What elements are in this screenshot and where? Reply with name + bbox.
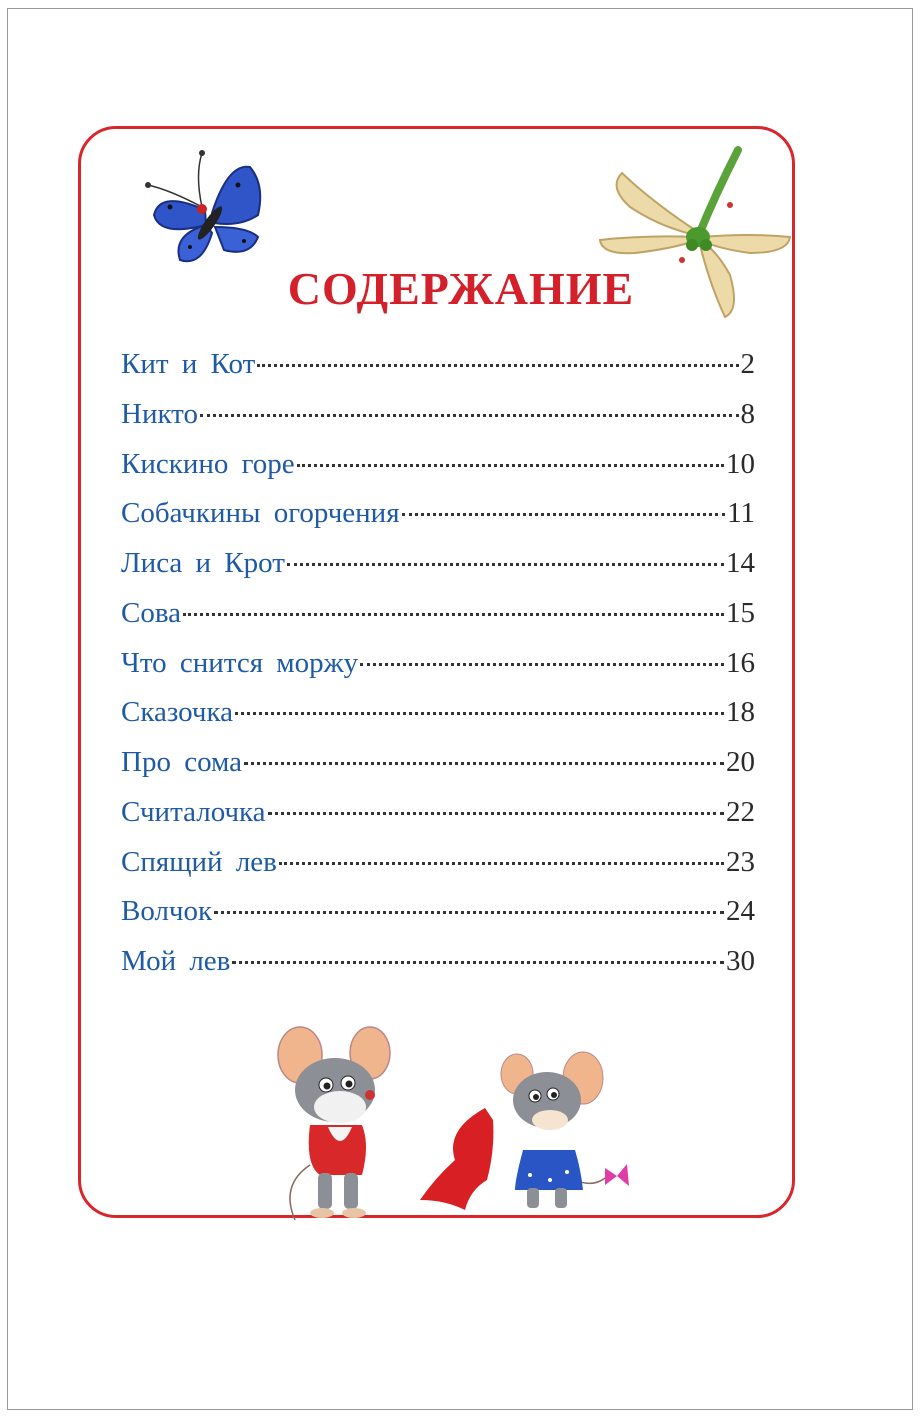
toc-leader-dots: [402, 513, 726, 516]
toc-entry[interactable]: [121, 796, 755, 846]
butterfly-illustration: [140, 145, 270, 275]
toc-page-number: 15: [726, 596, 755, 629]
toc-entry-title: Считалочка: [121, 795, 266, 828]
toc-entry-title: Что снится моржу: [121, 646, 359, 679]
toc-entry-title: Про сома: [121, 746, 243, 778]
toc-leader-dots: [232, 961, 724, 964]
toc-page-number: 18: [726, 696, 755, 729]
toc-entry-title: Кискино горе: [121, 447, 295, 480]
toc-leader-dots: [287, 563, 724, 566]
toc-entry[interactable]: [121, 398, 755, 448]
table-of-contents: [121, 348, 755, 995]
toc-page-number: 30: [726, 945, 755, 977]
toc-entry-title: Волчок: [121, 895, 213, 928]
toc-page-number: 20: [726, 746, 755, 778]
toc-leader-dots: [183, 613, 724, 616]
toc-page-number: 14: [726, 547, 755, 579]
toc-page-number: 22: [726, 795, 755, 828]
toc-entry[interactable]: [121, 547, 755, 597]
toc-leader-dots: [257, 364, 738, 367]
page-title: СОДЕРЖАНИЕ: [287, 263, 635, 314]
toc-entry[interactable]: [121, 945, 755, 995]
toc-page-number: 24: [726, 895, 755, 928]
toc-page-number: 8: [740, 397, 755, 430]
toc-entry[interactable]: [121, 895, 755, 945]
toc-entry[interactable]: [121, 348, 755, 398]
toc-page-number: 10: [726, 447, 755, 480]
toc-entry[interactable]: [121, 696, 755, 746]
toc-entry-title: Собачкины огорчения: [121, 497, 400, 530]
toc-entry-title: Сова: [121, 596, 182, 629]
toc-page-number: 11: [727, 497, 755, 530]
toc-entry-title: Сказочка: [121, 696, 234, 729]
toc-entry-title: Спящий лев: [121, 845, 277, 878]
toc-leader-dots: [279, 862, 724, 865]
toc-leader-dots: [297, 464, 724, 467]
toc-entry-title: Лиса и Крот: [121, 547, 285, 579]
toc-page-number: 2: [740, 348, 755, 380]
toc-entry[interactable]: [121, 448, 755, 498]
toc-leader-dots: [360, 663, 724, 666]
toc-entry-title: Мой лев: [121, 945, 231, 977]
toc-entry[interactable]: [121, 597, 755, 647]
toc-leader-dots: [244, 762, 724, 765]
toc-entry[interactable]: [121, 497, 755, 547]
toc-page-number: 23: [726, 845, 755, 878]
toc-entry[interactable]: [121, 846, 755, 896]
toc-entry-title: Кит и Кот: [121, 348, 256, 380]
mouse-girl-illustration: [415, 1050, 645, 1215]
toc-entry[interactable]: [121, 647, 755, 697]
toc-leader-dots: [200, 414, 739, 417]
toc-entry[interactable]: [121, 746, 755, 796]
toc-leader-dots: [214, 911, 724, 914]
toc-leader-dots: [235, 712, 724, 715]
mouse-boy-illustration: [270, 1015, 400, 1225]
toc-leader-dots: [268, 812, 724, 815]
toc-page-number: 16: [726, 646, 755, 679]
toc-entry-title: Никто: [121, 397, 198, 430]
